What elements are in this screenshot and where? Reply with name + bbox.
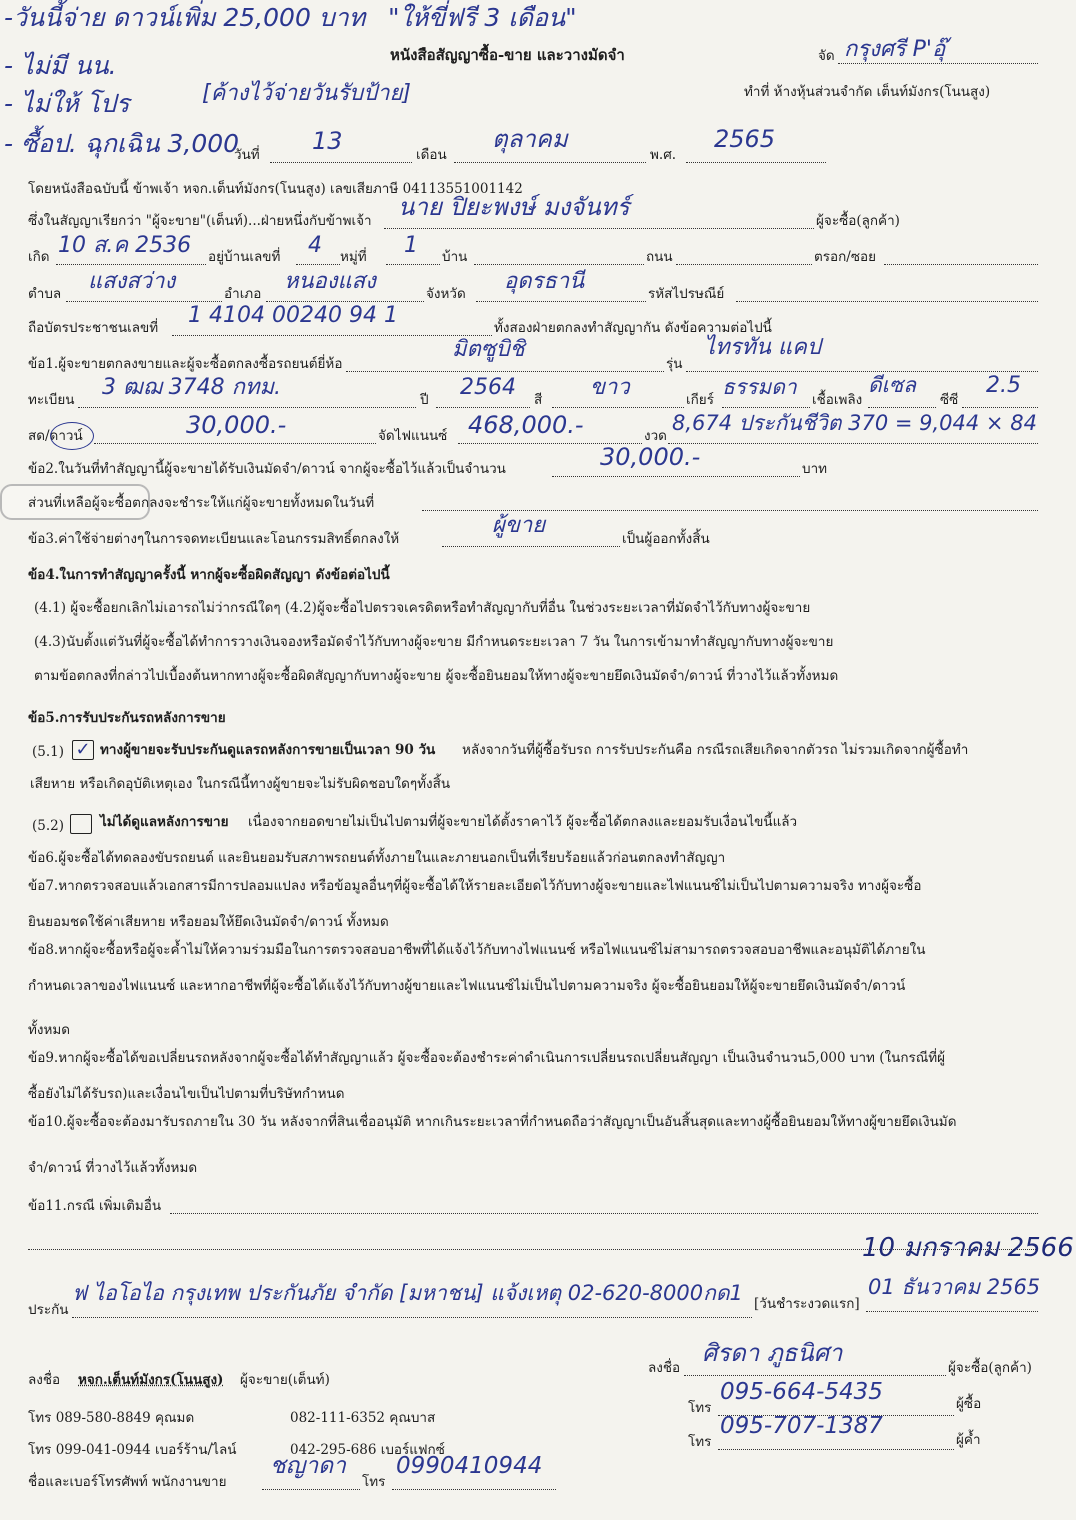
insurance-value: ฟ ไอโอไอ กรุงเทพ ประกันภัย จำกัด [มหาชน] แจ้งเหตุ 02-620-8000กด1 (72, 1281, 743, 1305)
staff-tel-dots (392, 1489, 556, 1490)
clause5-1-number: (5.1) (32, 744, 65, 760)
month-label: เดือน (416, 147, 447, 163)
down-label: สด/ดาวน์ (28, 428, 83, 444)
buyer-tel-label: โทร (688, 1400, 712, 1416)
fuel-label: เชื้อเพลิง (812, 392, 863, 408)
cc-label: ซีซี (940, 392, 959, 408)
house-value: 4 (308, 233, 322, 258)
buyer-sign-dots (684, 1375, 946, 1376)
clause3-suffix: เป็นผู้ออกทั้งสิ้น (622, 531, 710, 547)
phone-1: โทร 089-580-8849 คุณมด (28, 1410, 195, 1426)
first-payment-dots (866, 1311, 1038, 1312)
tambon-value: แสงสว่าง (88, 269, 176, 294)
document-title: หนังสือสัญญาซื้อ-ขาย และวางมัดจำ (390, 46, 625, 64)
village-dots (474, 264, 644, 265)
clause11-date: 10 มกราคม 2566 (862, 1233, 1074, 1263)
insurance-dots (72, 1317, 752, 1318)
date-value: 13 (312, 127, 343, 155)
clause5-2-rest: เนื่องจากยอดขายไม่เป็นไปตามที่ผู้จะขายได้ตั้งราคาไว้ ผู้จะซื้อได้ตกลงและยอมรับเงื่อนไขนี้แล้ว (248, 814, 798, 830)
date-label: วันที่ (234, 147, 260, 163)
alley-label: ตรอก/ซอย (814, 249, 877, 265)
reg-value: 3 ฒฌ 3748 กทม. (102, 375, 281, 400)
month-dots (454, 162, 646, 163)
staff-tel: 0990410944 (396, 1453, 543, 1479)
color-label: สี (534, 392, 543, 408)
clause2-unit: บาท (802, 461, 828, 477)
cc-dots (962, 407, 1038, 408)
model-label: รุ่น (666, 356, 683, 372)
down-circle-mark (50, 422, 94, 450)
buyer-sign-label: ลงชื่อ (648, 1360, 681, 1376)
clause5-2-bold: ไม่ได้ดูแลหลังการขาย (100, 814, 229, 830)
moo-value: 1 (404, 233, 418, 258)
installment-dots (668, 443, 1038, 444)
year-dots (686, 162, 826, 163)
month-value: ตุลาคม (492, 125, 568, 153)
id-value: 1 4104 00240 94 1 (188, 303, 398, 328)
note-emergency-insurance: - ซื้อป. ฉุกเฉิน 3,000 (4, 129, 240, 158)
place-text: ทำที่ ห้างหุ้นส่วนจำกัด เต็นท์มังกร(โนนสูง) (744, 84, 991, 100)
clause4-3: (4.3)นับตั้งแต่วันที่ผู้จะซื้อได้ทำการวางเงินจองหรือมัดจำไว้กับทางผู้จะขาย มีกำหนดระยะเวลา 7 วัน ในการเข้ามาทำสัญญากับทางผู้จะขาย (34, 634, 834, 650)
arranged-by-dots (838, 63, 1038, 64)
alley-dots (884, 264, 1038, 265)
color-dots (552, 407, 684, 408)
guarantor-tel-value: 095-707-1387 (720, 1413, 883, 1439)
seller-line: ซึ่งในสัญญาเรียกว่า "ผู้จะขาย"(เต็นท์)...ฝ่ายหนึ่งกับข้าพเจ้า (28, 213, 372, 229)
province-label: จังหวัด (426, 286, 466, 302)
year-label: พ.ศ. (650, 147, 677, 163)
clause7: ข้อ7.หากตรวจสอบแล้วเอกสารมีการปลอมแปลง หรือข้อมูลอื่นๆที่ผู้จะซื้อได้ให้รายละเอียดไว้กับทางผู้จะขายและไฟแนนซ์ไม่เป็นไปตามความจริง ทางผู้จะซื้อ (28, 878, 922, 894)
clause5-2-checkbox[interactable] (70, 814, 92, 834)
clause8c: ทั้งหมด (28, 1022, 71, 1038)
staff-name-dots (262, 1489, 360, 1490)
clause11-label: ข้อ11.กรณี เพิ่มเติมอื่น (28, 1198, 162, 1214)
staff-name: ชญาดา (270, 1453, 346, 1479)
clause5-1-rest: หลังจากวันที่ผู้ซื้อรับรถ การรับประกันคือ กรณีรถเสียเกิดจากตัวรถ ไม่รวมเกิดจากผู้ซื้อทำ (462, 742, 969, 758)
clause10: ข้อ10.ผู้จะซื้อจะต้องมารับรถภายใน 30 วัน หลังจากที่สินเชื่ออนุมัติ หากเกินระยะเวลาที่กำหนดถือว่าสัญญาเป็นอันสิ้นสุดและทางผู้ซื้อยินยอมให้ทางผู้ขายยึดเงินมัด (28, 1114, 957, 1130)
installment-label: งวด (644, 428, 667, 444)
clause9: ข้อ9.หากผู้จะซื้อได้ขอเปลี่ยนรถหลังจากผู้จะซื้อได้ทำสัญญาแล้ว ผู้จะซื้อจะต้องชำระค่าดำเนินการเปลี่ยนรถเปลี่ยนสัญญา เป็นเงินจำนวน5,000 บาท (ในกรณีที่ผู้ (28, 1050, 946, 1066)
house-label: อยู่บ้านเลขที่ (208, 249, 281, 265)
clause4-3b: ตามข้อตกลงที่กล่าวไปเบื้องต้นหากทางผู้จะซื้อผิดสัญญากับทางผู้จะขาย ผู้จะซื้อยินยอมให้ทางผู้จะขายยึดเงินมัดจำ/ดาวน์ ที่วางไว้แล้วทั้งหมด (34, 668, 839, 684)
arranged-by-label: จัด (818, 48, 835, 64)
reg-dots (78, 407, 416, 408)
car-year-dots (436, 407, 530, 408)
road-label: ถนน (646, 249, 673, 265)
clause5-1-bold: ทางผู้ขายจะรับประกันดูแลรถหลังการขายเป็นเวลา 90 วัน (100, 742, 436, 758)
village-label: บ้าน (442, 249, 468, 265)
brand-value: มิตซูบิชิ (452, 337, 525, 362)
clause3-dots (442, 546, 620, 547)
car-year-value: 2564 (460, 375, 516, 400)
phone-4: 042-295-686 เบอร์แฟกซ์ (290, 1442, 445, 1458)
buyer-signature: ศิรดา ภูธนิศา (702, 1339, 843, 1367)
model-value: ไทรทัน แคป (704, 335, 821, 360)
year-value: 2565 (714, 125, 776, 153)
date-dots (270, 162, 412, 163)
installment-value: 8,674 ประกันชีวิต 370 = 9,044 × 84 (672, 411, 1037, 435)
amphoe-value: หนองแสง (284, 269, 376, 294)
note-no-weight: - ไม่มี นน. (4, 51, 117, 80)
brand-dots (346, 371, 664, 372)
born-value: 10 ส.ค 2536 (58, 233, 192, 258)
amphoe-label: อำเภอ (224, 286, 262, 302)
clause4-1: (4.1) ผู้จะซื้อยกเลิกไม่เอารถไม่ว่ากรณีใดๆ (4.2)ผู้จะซื้อไปตรวจเครดิตหรือทำสัญญากับที่อื่น ในช่วงระยะเวลาที่มัดจำไว้กับทางผู้จะขาย (34, 600, 811, 616)
province-value: อุดรธานี (504, 269, 585, 294)
clause5-2-number: (5.2) (32, 818, 65, 834)
clause8b: กำหนดเวลาของไฟแนนซ์ และหากอาชีพที่ผู้จะซื้อได้แจ้งไว้กับทางผู้ขายและไฟแนนซ์ไม่เป็นไปตามความจริง ผู้จะซื้อยินยอมให้ผู้จะขายยึดเงินมัดจำ/ดาวน์ (28, 978, 906, 994)
clause1-label: ข้อ1.ผู้จะขายตกลงขายและผู้จะซื้อตกลงซื้อรถยนต์ยี่ห้อ (28, 356, 343, 372)
clause5-heading: ข้อ5.การรับประกันรถหลังการขาย (28, 710, 226, 726)
first-payment-label: [วันชำระงวดแรก] (754, 1296, 860, 1312)
postal-label: รหัสไปรษณีย์ (648, 286, 725, 302)
staff-label: ชื่อและเบอร์โทรศัพท์ พนักงานขาย (28, 1474, 227, 1490)
id-label: ถือบัตรประชาชนเลขที่ (28, 320, 159, 336)
house-dots (296, 264, 340, 265)
moo-dots (386, 264, 440, 265)
born-dots (56, 264, 206, 265)
clause2-text: ข้อ2.ในวันที่ทำสัญญานี้ผู้จะขายได้รับเงินมัดจำ/ดาวน์ จากผู้จะซื้อไว้แล้วเป็นจำนวน (28, 461, 506, 477)
tambon-dots (66, 301, 222, 302)
clause5-1-checkbox[interactable]: ✓ (72, 740, 94, 760)
buyer-tel-value: 095-664-5435 (720, 1379, 883, 1405)
down-value: 30,000.- (186, 411, 287, 439)
phone-3: โทร 099-041-0944 เบอร์ร้าน/ไลน์ (28, 1442, 237, 1458)
clause11-dots (170, 1213, 1038, 1214)
buyer-name-dots (384, 228, 814, 229)
fuel-dots (868, 407, 936, 408)
clause2-value: 30,000.- (600, 443, 701, 471)
first-payment-value: 01 ธันวาคม 2565 (868, 1275, 1041, 1299)
guarantor-tel-label: โทร (688, 1434, 712, 1450)
tambon-label: ตำบล (28, 286, 62, 302)
note-no-promo: - ไม่ให้ โปร (4, 89, 130, 118)
road-dots (676, 264, 812, 265)
gear-value: ธรรมดา (722, 375, 797, 399)
province-dots (476, 301, 646, 302)
seller-sign-label: ลงชื่อ (28, 1372, 61, 1388)
guarantor-tel-dots (718, 1449, 954, 1450)
buyer-sign-suffix: ผู้จะซื้อ(ลูกค้า) (948, 1360, 1032, 1376)
color-value: ขาว (590, 375, 630, 400)
buyer-tel-suffix: ผู้ซื้อ (956, 1396, 982, 1412)
staff-tel-label: โทร (362, 1474, 386, 1490)
clause2b-dots (422, 510, 1038, 511)
finance-value: 468,000.- (468, 411, 584, 439)
clause8: ข้อ8.หากผู้จะซื้อหรือผู้จะค้ำไม่ให้ความร่วมมือในการตรวจสอบอาชีพที่ได้แจ้งไว้กับทางไฟแนนซ์ หรือไฟแนนซ์ไม่สามารถตรวจสอบอาชีพและอนุมัติได้ภายใน (28, 942, 926, 958)
phone-2: 082-111-6352 คุณบาส (290, 1410, 436, 1426)
clause4-heading: ข้อ4.ในการทำสัญญาครั้งนี้ หากผู้จะซื้อผิดสัญญา ดังข้อต่อไปนี้ (28, 567, 390, 583)
clause5-1b: เสียหาย หรือเกิดอุบัติเหตุเอง ในกรณีนี้ทางผู้ขายจะไม่รับผิดชอบใดๆทั้งสิ้น (30, 776, 451, 792)
clause7b: ยินยอมชดใช้ค่าเสียหาย หรือยอมให้ยึดเงินมัดจำ/ดาวน์ ทั้งหมด (28, 914, 389, 930)
clause6: ข้อ6.ผู้จะซื้อได้ทดลองขับรถยนต์ และยินยอมรับสภาพรถยนต์ทั้งภายในและภายนอกเป็นที่เรียบร้อยแล้วก่อนตกลงทำสัญญา (28, 850, 726, 866)
clause10b: จำ/ดาวน์ ที่วางไว้แล้วทั้งหมด (28, 1160, 198, 1176)
insurance-label: ประกัน (28, 1302, 69, 1318)
down-dots (94, 443, 376, 444)
born-label: เกิด (28, 249, 50, 265)
clause2-dots (552, 476, 800, 477)
moo-label: หมู่ที่ (340, 249, 367, 265)
clause3-value: ผู้ขาย (492, 513, 546, 538)
clause2b-text: ส่วนที่เหลือผู้จะซื้อตกลงจะชำระให้แก่ผู้จะขายทั้งหมดในวันที่ (28, 495, 375, 511)
id-dots (172, 335, 492, 336)
intro-text: โดยหนังสือฉบับนี้ ข้าพเจ้า หจก.เต็นท์มังกร(โนนสูง) เลขเสียภาษี 04113551001142 (28, 181, 523, 197)
seller-sign-name: หจก.เต็นท์มังกร(โนนสูง) (78, 1372, 224, 1388)
note-free-ride: "ให้ขี่ฟรี 3 เดือน" (388, 3, 577, 32)
gear-dots (722, 407, 810, 408)
id-suffix: ทั้งสองฝ่ายตกลงทำสัญญากัน ดังข้อความต่อไปนี้ (494, 320, 772, 336)
clause9b: ซื้อยังไม่ได้รับรถ)และเงื่อนไขเป็นไปตามที่บริษัทกำหนด (28, 1086, 345, 1102)
guarantor-tel-suffix: ผู้ค้ำ (956, 1432, 981, 1448)
fuel-value: ดีเซล (868, 373, 916, 397)
gear-label: เกียร์ (686, 392, 714, 408)
postal-dots (736, 301, 1038, 302)
seller-sign-suffix: ผู้จะขาย(เต็นท์) (240, 1372, 330, 1388)
amphoe-dots (266, 301, 424, 302)
cc-value: 2.5 (986, 373, 1021, 398)
buyer-suffix: ผู้จะซื้อ(ลูกค้า) (816, 213, 900, 229)
finance-label: จัดไฟแนนซ์ (378, 428, 448, 444)
buyer-name: นาย ปิยะพงษ์ มงจันทร์ (398, 193, 630, 221)
clause3-text: ข้อ3.ค่าใช้จ่ายต่างๆในการจดทะเบียนและโอนกรรมสิทธิ์ตกลงให้ (28, 531, 400, 547)
reg-label: ทะเบียน (28, 392, 75, 408)
note-pending: [ค้างไว้จ่ายวันรับป้าย] (202, 81, 411, 106)
arranged-by-value: กรุงศรี P'อุ๊ (844, 37, 946, 62)
model-dots (686, 371, 1038, 372)
note-down-extra: -วันนี้จ่าย ดาวน์เพิ่ม 25,000 บาท (4, 3, 366, 32)
car-year-label: ปี (420, 392, 429, 408)
